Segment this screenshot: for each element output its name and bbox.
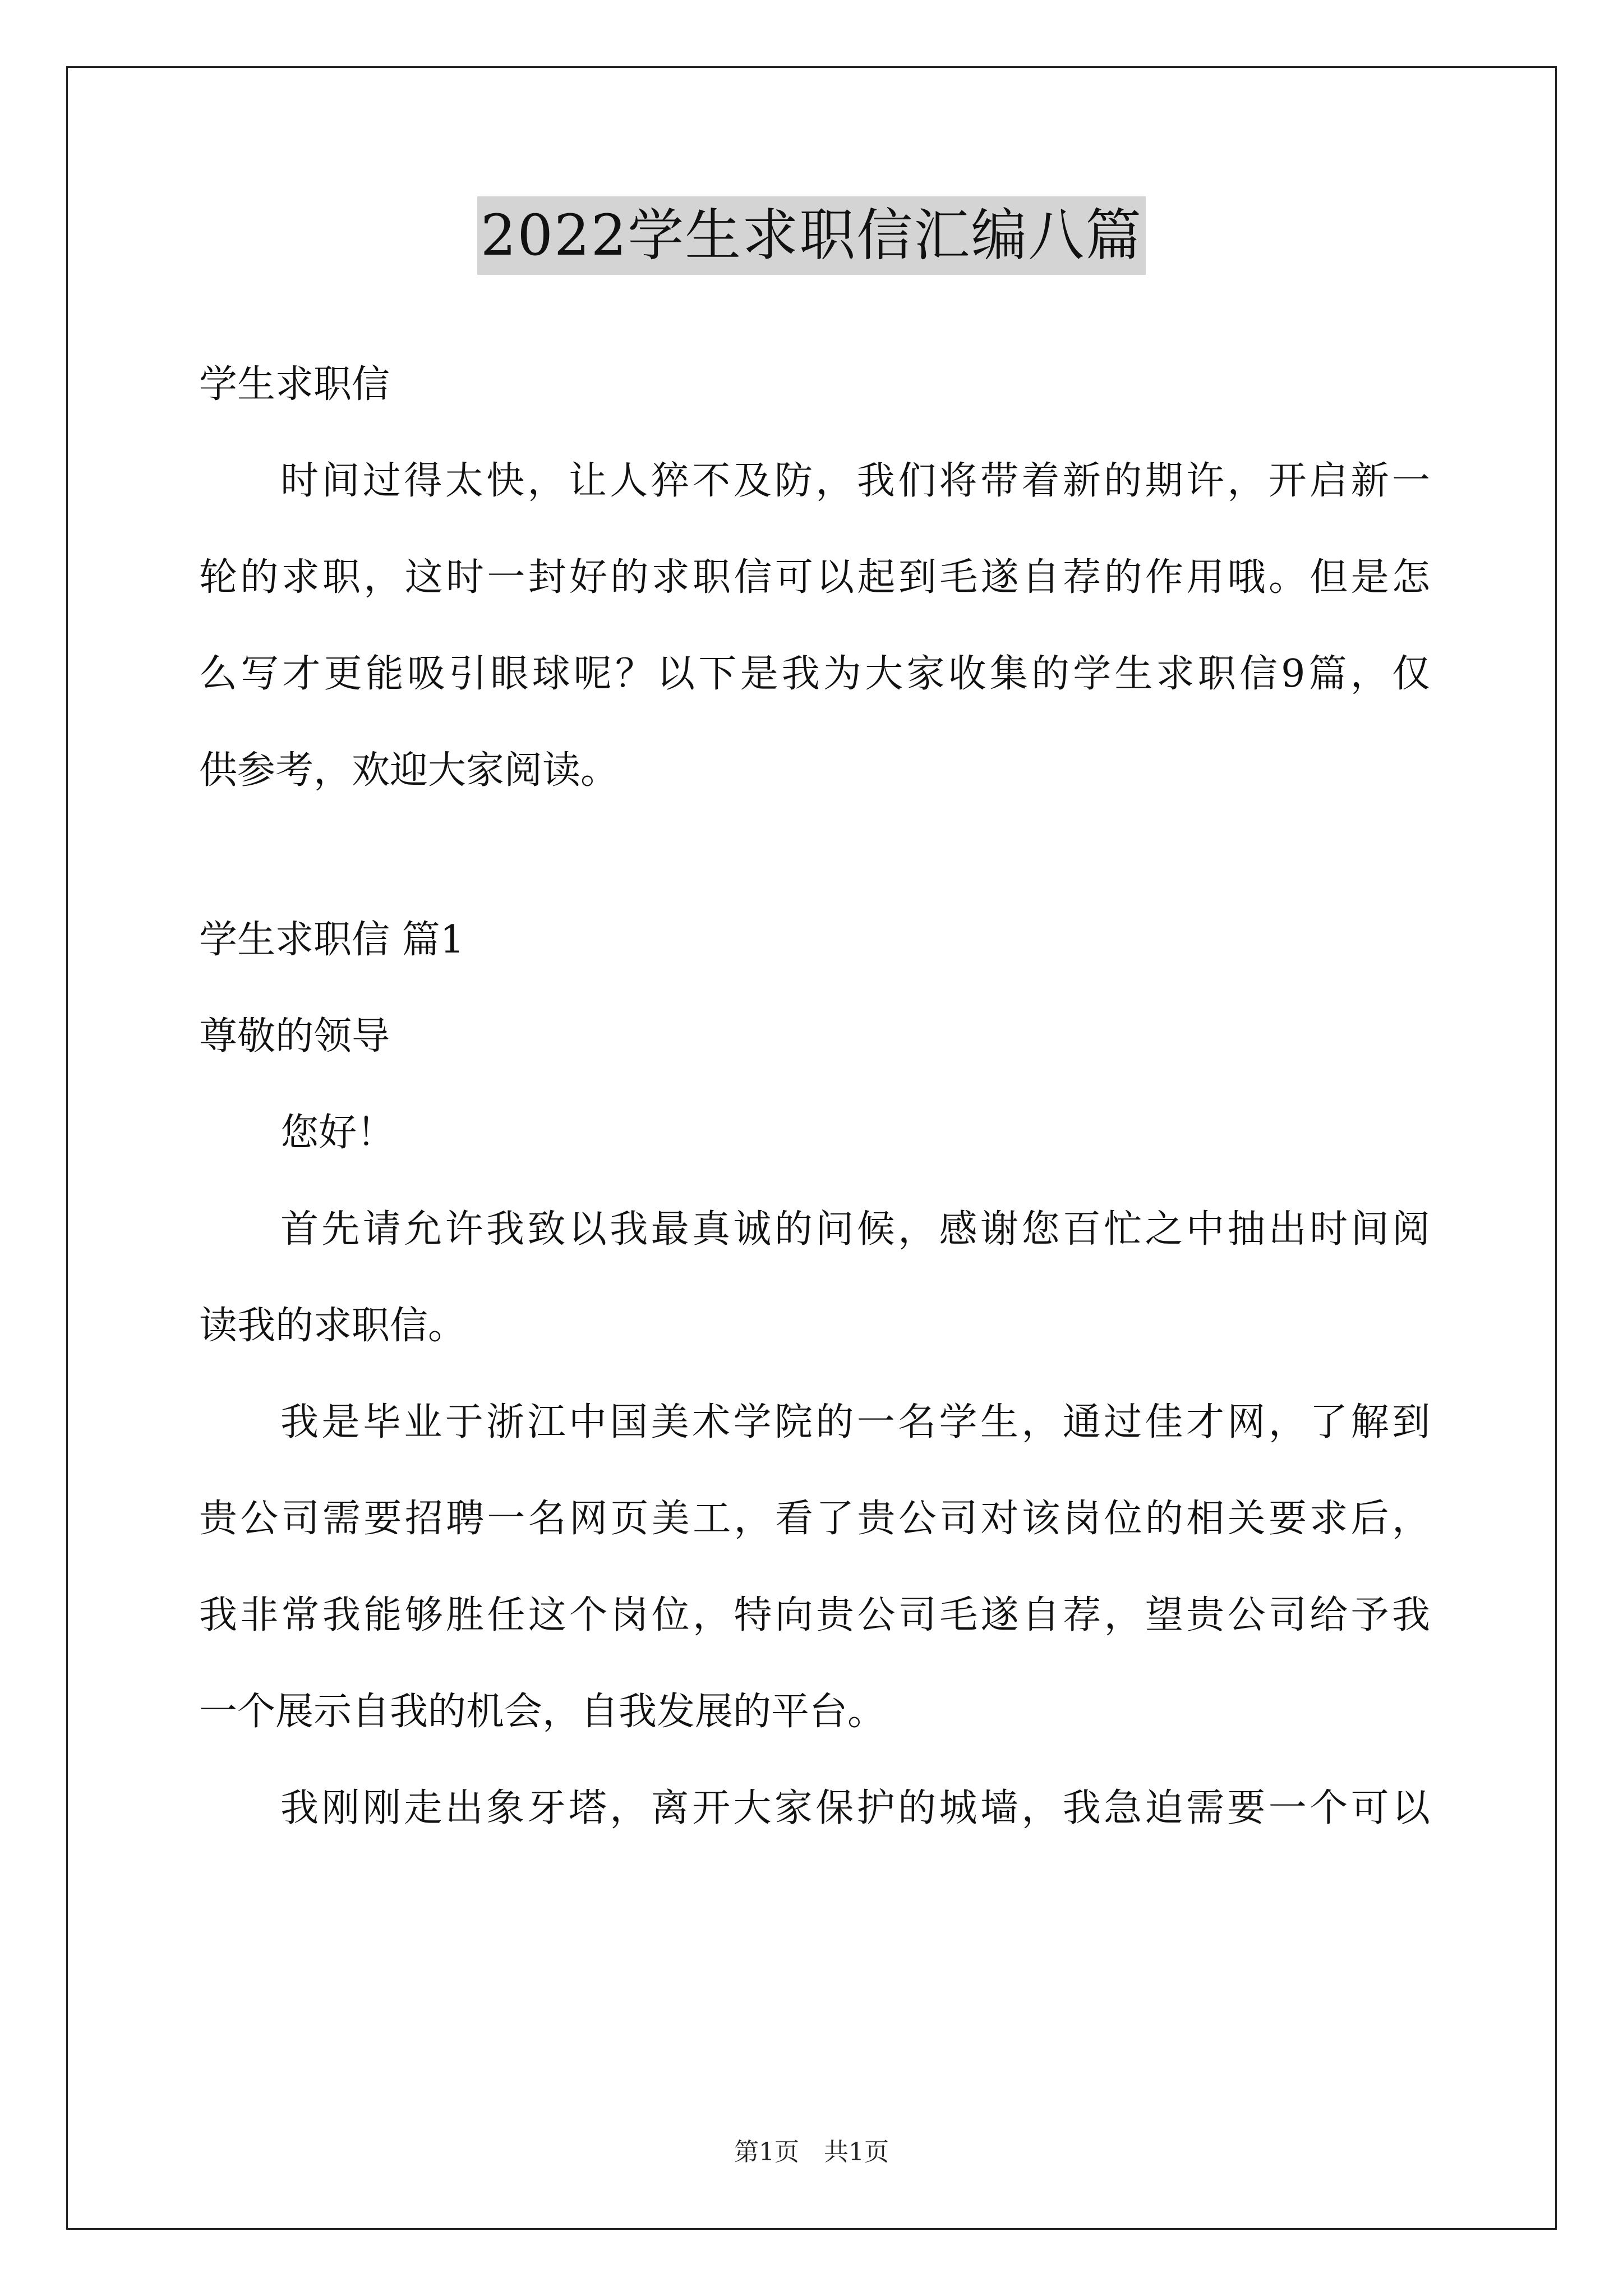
page-footer: 第1页 共1页 [734, 2138, 889, 2166]
document-title: 2022学生求职信汇编八篇 [477, 196, 1146, 275]
intro-line: 时间过得太快，让人猝不及防，我们将带着新的期许，开启新一 [280, 459, 1430, 503]
intro-line: 么写才更能吸引眼球呢？以下是我为大家收集的学生求职信9篇，仅 [199, 652, 1430, 696]
intro-line: 供参考，欢迎大家阅读。 [199, 748, 619, 793]
intro-line: 轮的求职，这时一封好的求职信可以起到毛遂自荐的作用哦。但是怎 [199, 555, 1430, 600]
greeting: 您好！ [280, 1111, 395, 1155]
paragraph-line: 我是毕业于浙江中国美术学院的一名学生，通过佳才网，了解到 [280, 1400, 1430, 1444]
paragraph-line: 读我的求职信。 [199, 1304, 467, 1348]
heading: 学生求职信 [199, 362, 390, 407]
salutation: 尊敬的领导 [199, 1014, 390, 1059]
paragraph-line: 首先请允许我致以我最真诚的问候，感谢您百忙之中抽出时间阅 [280, 1207, 1430, 1251]
document-body [199, 337, 1430, 1857]
intro-paragraph [199, 433, 1430, 819]
paragraph-3 [199, 1760, 1430, 1857]
paragraph-2 [199, 1374, 1430, 1760]
paragraph-line: 我非常我能够胜任这个岗位，特向贵公司毛遂自荐，望贵公司给予我 [199, 1593, 1430, 1637]
paragraph-line: 贵公司需要招聘一名网页美工，看了贵公司对该岗位的相关要求后， [199, 1497, 1430, 1541]
paragraph-line: 一个展示自我的机会，自我发展的平台。 [199, 1690, 886, 1734]
paragraph-line: 我刚刚走出象牙塔，离开大家保护的城墙，我急迫需要一个可以 [280, 1786, 1430, 1830]
section-gap [199, 819, 1430, 892]
section-heading: 学生求职信 篇1 [199, 918, 464, 962]
paragraph-1 [199, 1181, 1430, 1374]
title-container [0, 196, 1623, 275]
